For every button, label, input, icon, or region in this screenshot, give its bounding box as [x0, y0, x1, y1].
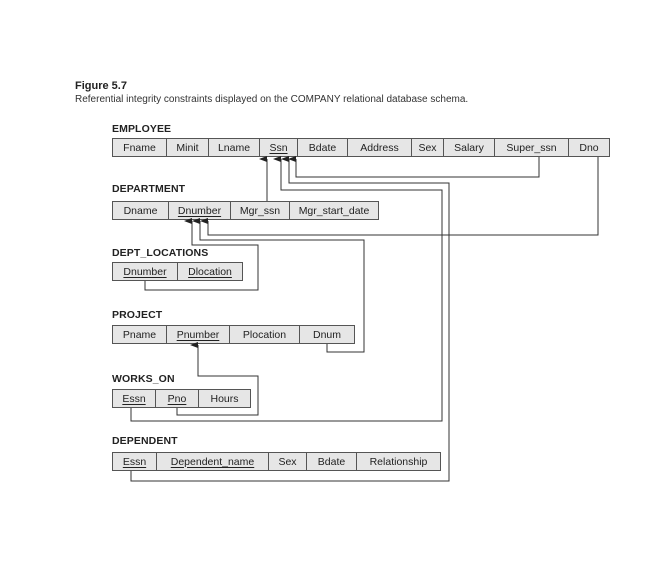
attr-plocation: Plocation [230, 326, 300, 343]
employee-title: EMPLOYEE [112, 123, 172, 135]
attr-sex: Sex [412, 139, 444, 156]
attr-super-ssn: Super_ssn [495, 139, 569, 156]
employee-row [112, 138, 610, 157]
fk-super-ssn-to-ssn [296, 157, 539, 177]
attr-pnumber: Pnumber [167, 326, 230, 343]
attr-dnum: Dnum [300, 326, 355, 343]
attr-relationship: Relationship [357, 453, 441, 470]
attr-minit: Minit [167, 139, 209, 156]
attr-address: Address [348, 139, 412, 156]
attr-salary: Salary [444, 139, 495, 156]
attr-dependent-name: Dependent_name [157, 453, 269, 470]
attr-bdate-dep: Bdate [307, 453, 357, 470]
attr-pno: Pno [156, 390, 199, 407]
fk-dno-to-dnumber [208, 157, 598, 235]
attr-ssn: Ssn [260, 139, 298, 156]
attr-mgr-start-date: Mgr_start_date [290, 202, 379, 219]
department-row [112, 201, 379, 220]
works-on-title: WORKS_ON [112, 373, 175, 385]
dept-locations-row [112, 262, 243, 281]
dept-locations-title: DEPT_LOCATIONS [112, 247, 209, 259]
project-title: PROJECT [112, 309, 163, 321]
attr-mgr-ssn: Mgr_ssn [231, 202, 290, 219]
attr-dname: Dname [113, 202, 169, 219]
attr-sex-dep: Sex [269, 453, 307, 470]
attr-lname: Lname [209, 139, 260, 156]
attr-essn-dep: Essn [113, 453, 157, 470]
dependent-row [112, 452, 441, 471]
attr-bdate: Bdate [298, 139, 348, 156]
figure-caption: Referential integrity constraints displayed on the COMPANY relational database schema. [75, 94, 469, 105]
project-row [112, 325, 355, 344]
attr-dlocation: Dlocation [178, 263, 243, 280]
attr-dno: Dno [569, 139, 610, 156]
attr-hours: Hours [199, 390, 251, 407]
department-title: DEPARTMENT [112, 183, 186, 195]
attr-dnumber-loc: Dnumber [113, 263, 178, 280]
figure-number: Figure 5.7 [75, 80, 127, 92]
attr-fname: Fname [113, 139, 167, 156]
attr-essn-works: Essn [113, 390, 156, 407]
attr-dnumber: Dnumber [169, 202, 231, 219]
dependent-title: DEPENDENT [112, 435, 178, 447]
attr-pname: Pname [113, 326, 167, 343]
works-on-row [112, 389, 251, 408]
